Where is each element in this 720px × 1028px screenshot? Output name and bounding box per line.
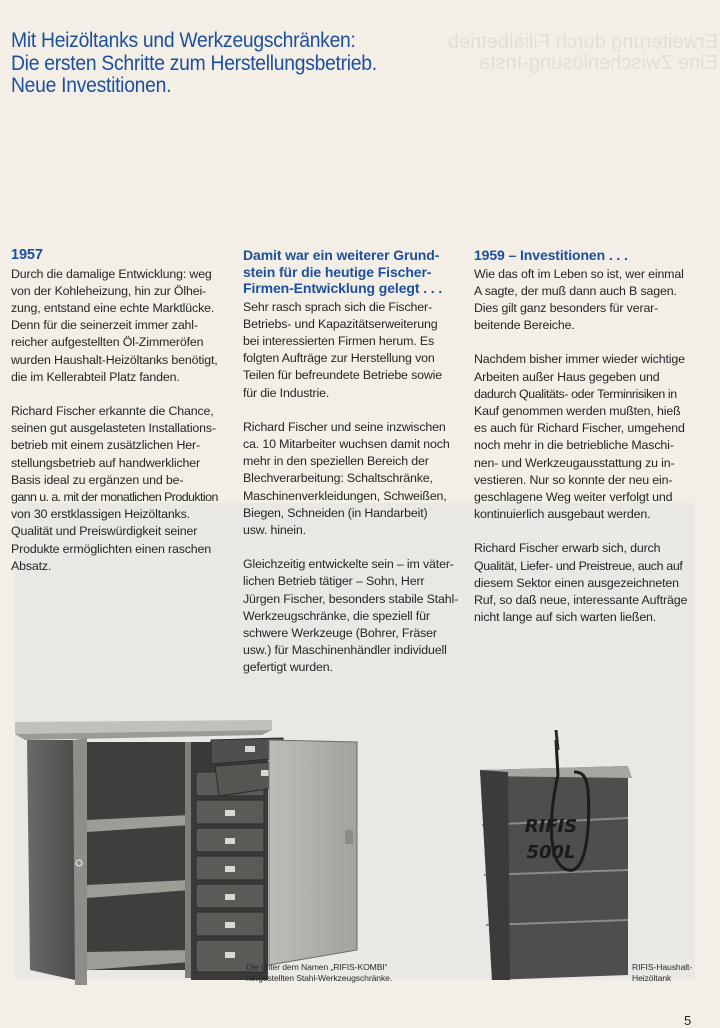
text-line: Richard Fischer erwarb sich, durch xyxy=(474,541,661,556)
text-line: vestieren. Nur so konnte der neu ein- xyxy=(474,472,673,487)
caption-line: Die unter dem Namen „RIFIS-KOMBI“ xyxy=(246,962,388,972)
text-line: schwere Werkzeuge (Bohrer, Fräser xyxy=(243,625,437,640)
page-title xyxy=(11,30,377,98)
text-line: usw.) für Maschinenhändler individuell xyxy=(243,643,447,658)
heading-line: Damit war ein weiterer Grund- xyxy=(243,247,440,263)
text-line: bei interessierten Firmen herum. Es xyxy=(243,333,435,348)
heading-line: stein für die heutige Fischer- xyxy=(243,263,432,280)
text-line: dadurch Qualitäts- oder Terminrisiken in xyxy=(474,386,677,401)
text-line: Sehr rasch sprach sich die Fischer- xyxy=(243,299,432,314)
bleed-through-text xyxy=(447,31,718,74)
column-1957 xyxy=(11,247,239,592)
text-line: Produkte ermöglichten einen raschen xyxy=(11,541,212,556)
paragraph xyxy=(243,556,471,676)
title-line: Die ersten Schritte zum Herstellungsbetrieb. xyxy=(11,51,377,75)
text-line: Basis ideal zu ergänzen und be- xyxy=(11,472,184,487)
bleed-line: Erweiterung durch Filialbetrieb xyxy=(447,31,718,53)
text-line: A sagte, der muß dann auch B sagen. xyxy=(474,283,677,298)
text-line: beitende Bereiche. xyxy=(474,318,575,333)
text-line: seinen gut ausgelasteten Installations- xyxy=(11,421,216,436)
text-line: Werkzeugschränke, die speziell für xyxy=(243,608,430,623)
cabinet-caption xyxy=(246,962,392,984)
tank-label-volume: 500L xyxy=(526,842,576,863)
text-line: Denn für die seinerzeit immer zahl- xyxy=(11,318,198,333)
column-1959 xyxy=(474,247,714,643)
text-line: stellungsbetrieb auf handwerklicher xyxy=(11,455,200,470)
text-line: von der Kohleheizung, hin zur Ölhei- xyxy=(11,283,207,298)
text-line: ca. 10 Mitarbeiter wuchsen damit noch xyxy=(243,436,450,451)
text-line: Ruf, so daß neue, interessante Aufträge xyxy=(474,592,688,607)
text-line: folgten Aufträge zur Herstellung von xyxy=(243,351,435,366)
text-line: mehr in den speziellen Bereich der xyxy=(243,454,429,469)
caption-line: Heizöltank xyxy=(632,973,672,983)
column-heading xyxy=(243,247,471,297)
text-line: Jürgen Fischer, besonders stabile Stahl- xyxy=(243,591,459,606)
text-line: kontinuierlich ausgebaut werden. xyxy=(474,507,651,522)
text-line: es auch für Richard Fischer, umgehend xyxy=(474,421,685,436)
text-line: reicher aufgestellten Öl-Zimmeröfen xyxy=(11,335,204,350)
text-line: Nachdem bisher immer wieder wichtige xyxy=(474,352,685,367)
tool-cabinet-photo xyxy=(15,700,360,985)
text-line: die im Kellerabteil Platz fanden. xyxy=(11,369,180,384)
paragraph xyxy=(11,266,239,386)
bleed-line: Eine Zwischenlösung-Insta xyxy=(478,52,718,74)
page-number: 5 xyxy=(684,1013,692,1028)
text-line: Durch die damalige Entwicklung: weg xyxy=(11,266,212,281)
column-grundstein xyxy=(243,247,471,694)
title-line: Neue Investitionen. xyxy=(11,74,172,97)
title-line: Mit Heizöltanks und Werkzeugschränken: xyxy=(11,29,356,52)
heating-oil-tank-photo xyxy=(478,730,638,980)
text-line: diesem Sektor einen ausgezeichneten xyxy=(474,575,679,590)
text-line: Richard Fischer und seine inzwischen xyxy=(243,419,446,434)
tank-caption xyxy=(632,962,692,984)
caption-line: hergestellten Stahl-Werkzeugschränke. xyxy=(246,973,393,983)
paragraph xyxy=(243,419,471,539)
text-line: Blechverarbeitung: Schaltschränke, xyxy=(243,471,433,486)
text-line: Teilen für befreundete Betriebe sowie xyxy=(243,368,443,383)
text-line: für die Industrie. xyxy=(243,385,330,400)
text-line: nen- und Werkzeugausstattung zu in- xyxy=(474,455,675,470)
paragraph xyxy=(474,351,714,523)
text-line: noch mehr in die betriebliche Maschi- xyxy=(474,438,674,453)
text-line: Arbeiten außer Haus gegeben und xyxy=(474,369,660,384)
heading-line: Firmen-Entwicklung gelegt . . . xyxy=(243,280,443,296)
text-line: Biegen, Schneiden (in Handarbeit) xyxy=(243,505,428,520)
caption-line: RIFIS-Haushalt- xyxy=(632,962,693,972)
text-line: Qualität, Liefer- und Preistreue, auch auf xyxy=(474,558,683,573)
paragraph xyxy=(11,403,239,575)
text-line: von 30 erstklassigen Heizöltanks. xyxy=(11,507,190,522)
text-line: Dies gilt ganz besonders für verar- xyxy=(474,300,659,315)
paragraph xyxy=(474,266,714,335)
text-line: betrieb mit einem zusätzlichen Her- xyxy=(11,438,200,453)
text-line: Absatz. xyxy=(11,558,52,573)
paragraph xyxy=(474,540,714,626)
text-line: zung, entstand eine echte Marktlücke. xyxy=(11,300,215,315)
text-line: Betriebs- und Kapazitätserweiterung xyxy=(243,316,438,331)
text-line: nicht lange auf sich warten ließen. xyxy=(474,610,657,625)
text-line: usw. hinein. xyxy=(243,522,306,537)
text-line: gefertigt wurden. xyxy=(243,660,333,675)
text-line: gann u. a. mit der monatlichen Produktion xyxy=(11,489,218,504)
paragraph xyxy=(243,299,471,402)
tank-label-brand: RIFIS xyxy=(524,816,578,837)
column-heading: 1957 xyxy=(11,247,43,263)
text-line: geschlagene Weg weiter verfolgt und xyxy=(474,489,673,504)
text-line: lichen Betrieb tätiger – Sohn, Herr xyxy=(243,574,425,589)
column-heading: 1959 – Investitionen . . . xyxy=(474,247,628,263)
text-line: Gleichzeitig entwickelte sein – im väter- xyxy=(243,557,454,572)
text-line: Wie das oft im Leben so ist, wer einmal xyxy=(474,266,684,281)
text-line: Qualität und Preiswürdigkeit seiner xyxy=(11,524,198,539)
text-line: Kauf genommen werden mußten, hieß xyxy=(474,403,681,418)
text-line: Richard Fischer erkannte die Chance, xyxy=(11,403,214,418)
text-line: Maschinenverkleidungen, Schweißen, xyxy=(243,488,447,503)
text-line: wurden Haushalt-Heizöltanks benötigt, xyxy=(11,352,218,367)
